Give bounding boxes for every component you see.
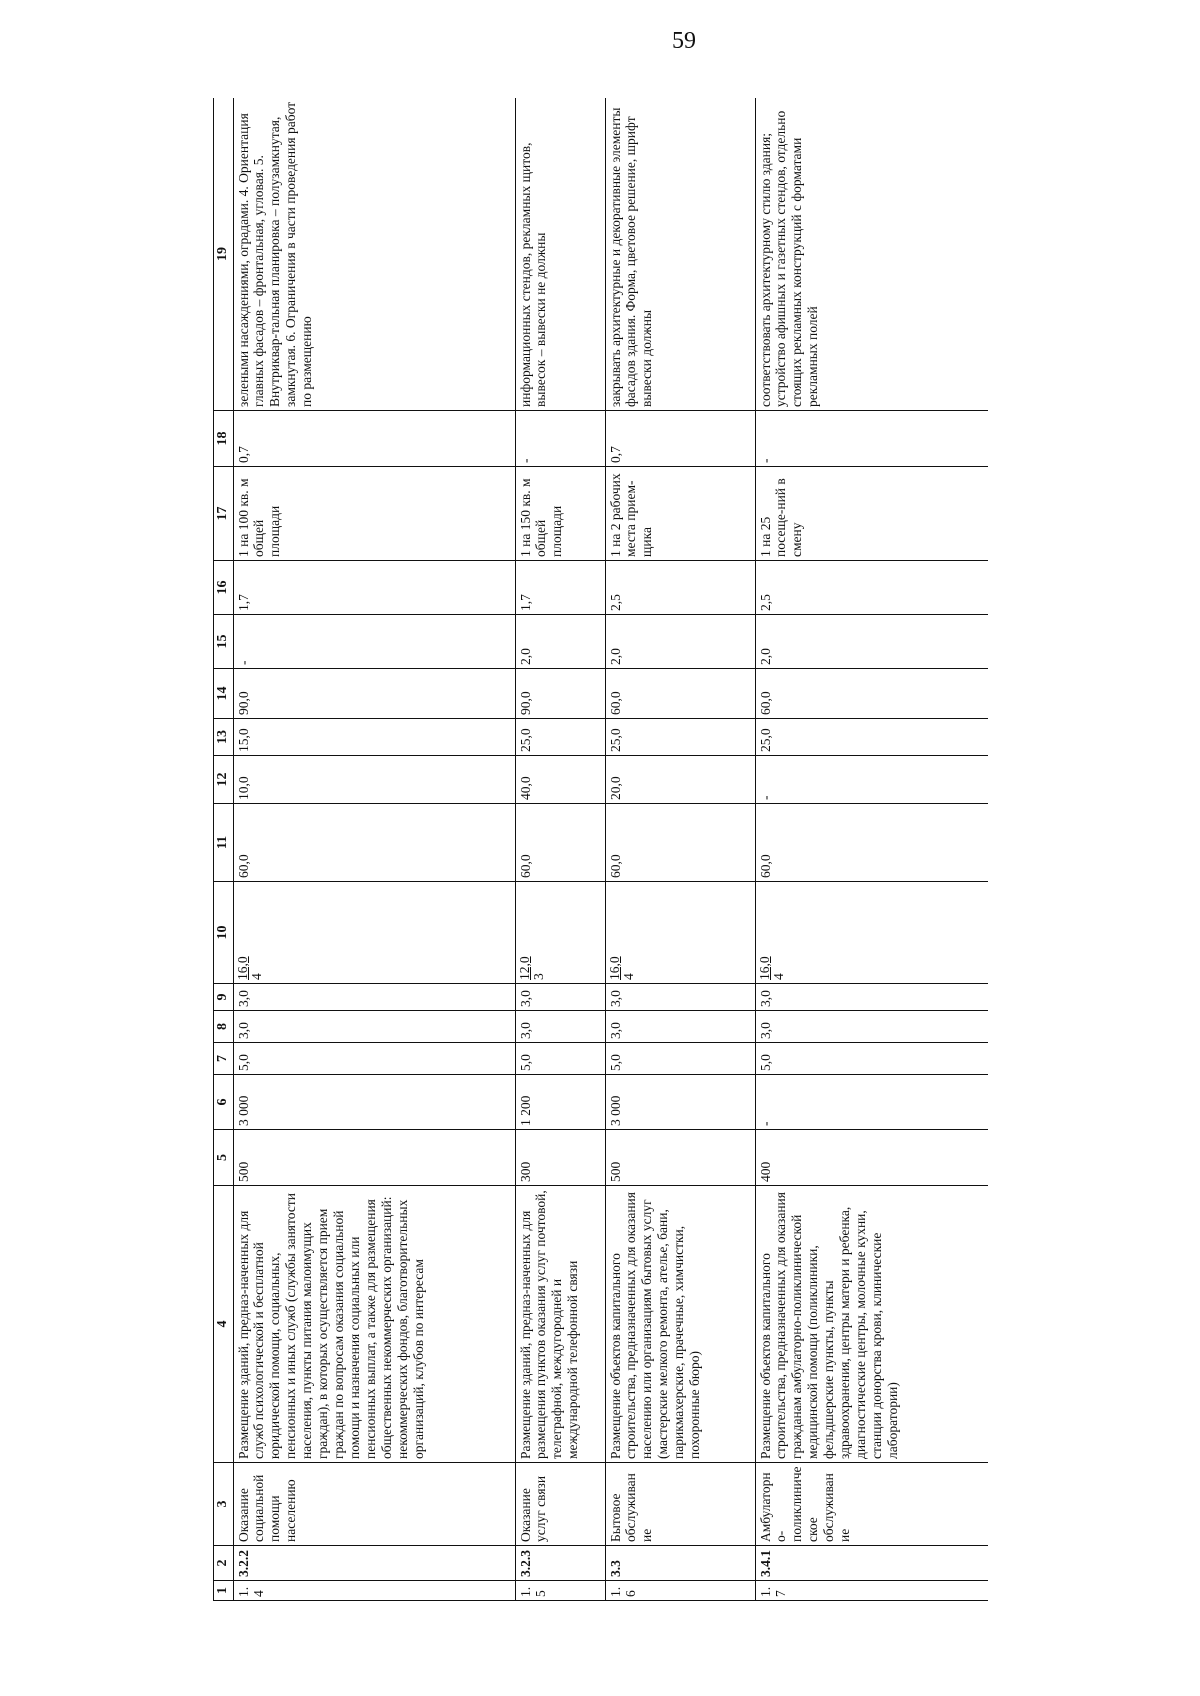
col-header-10: 10 — [214, 882, 234, 984]
cell-col18: 0,7 — [605, 411, 755, 467]
cell-col14: 90,0 — [233, 669, 515, 719]
table-row — [515, 98, 605, 1601]
col-header-13: 13 — [214, 719, 234, 756]
cell-col12: - — [755, 756, 988, 804]
cell-col17: 1 на 2 рабочих места прием-щика — [605, 467, 755, 561]
col-header-5: 5 — [214, 1130, 234, 1186]
col-header-9: 9 — [214, 984, 234, 1011]
cell-col5: 500 — [605, 1130, 755, 1186]
use-description: Размещение объектов капитального строительства, предназначенных для оказания населению или организациям бытовых услуг (мастерские мелкого ремонта, ателье, бани, парикмахерские, прачечные, химчистки, похоронные бюро) — [605, 1186, 755, 1463]
cell-col11: 60,0 — [755, 804, 988, 882]
cell-col9: 3,0 — [605, 984, 755, 1011]
classifier-code: 3.3 — [605, 1546, 755, 1581]
cell-col7: 5,0 — [755, 1043, 988, 1075]
fraction-denominator: 3 — [530, 973, 546, 980]
cell-col6: 3 000 — [233, 1075, 515, 1130]
cell-col9: 3,0 — [755, 984, 988, 1011]
use-description: Размещение объектов капитального строительства, предназначенных для оказания гражданам амбулаторно-поликлинической медицинской помощи (поликлиники, фельдшерские пункты, пункты здравоохранения, центры матери и ребенка, диагностические центры, молочные кухни, станции донорства крови, клинические лаборатории) — [755, 1186, 988, 1463]
cell-col13: 25,0 — [755, 719, 988, 756]
zoning-parameters-table — [213, 98, 988, 1601]
cell-col8: 3,0 — [755, 1011, 988, 1043]
cell-col8: 3,0 — [233, 1011, 515, 1043]
cell-col6: 1 200 — [515, 1075, 605, 1130]
col-header-8: 8 — [214, 1011, 234, 1043]
rotated-table-frame — [213, 98, 988, 1601]
cell-col12: 20,0 — [605, 756, 755, 804]
cell-col5: 500 — [233, 1130, 515, 1186]
cell-col17: 1 на 25 посеще-ний в смену — [755, 467, 988, 561]
col-header-6: 6 — [214, 1075, 234, 1130]
use-type-name: Оказание услуг связи — [515, 1463, 605, 1546]
cell-col15: 2,0 — [515, 615, 605, 669]
header-row — [214, 98, 234, 1601]
cell-col16: 2,5 — [605, 561, 755, 615]
cell-col16: 1,7 — [233, 561, 515, 615]
cell-col14: 60,0 — [755, 669, 988, 719]
table-row — [755, 98, 988, 1601]
col-header-15: 15 — [214, 615, 234, 669]
col-header-17: 17 — [214, 467, 234, 561]
cell-col15: - — [233, 615, 515, 669]
col-header-2: 2 — [214, 1546, 234, 1581]
cell-col9: 3,0 — [233, 984, 515, 1011]
cell-col12: 10,0 — [233, 756, 515, 804]
rotated-table-container — [213, 98, 988, 1601]
cell-col6: 3 000 — [605, 1075, 755, 1130]
fraction-value — [758, 956, 786, 980]
page-number: 59 — [672, 28, 696, 54]
use-description: Размещение зданий, предназ-наченных для размещения пунктов оказания услуг почтовой, телеграфной, междугородней и международной телефонной связи — [515, 1186, 605, 1463]
cell-col14: 60,0 — [605, 669, 755, 719]
cell-col5: 400 — [755, 1130, 988, 1186]
cell-col11: 60,0 — [233, 804, 515, 882]
cell-col6: - — [755, 1075, 988, 1130]
cell-col8: 3,0 — [515, 1011, 605, 1043]
col-header-11: 11 — [214, 804, 234, 882]
fraction-denominator: 4 — [620, 973, 636, 980]
cell-col10 — [755, 882, 988, 984]
cell-col10 — [233, 882, 515, 984]
fraction-value — [608, 956, 636, 980]
cell-col13: 25,0 — [605, 719, 755, 756]
fraction-numerator: 16,0 — [234, 956, 250, 980]
col-header-16: 16 — [214, 561, 234, 615]
col-header-1: 1 — [214, 1581, 234, 1601]
col-header-7: 7 — [214, 1043, 234, 1075]
fraction-numerator: 12,0 — [516, 956, 532, 980]
col-header-19: 19 — [214, 98, 234, 411]
cell-col7: 5,0 — [233, 1043, 515, 1075]
cell-col15: 2,0 — [605, 615, 755, 669]
classifier-code: 3.2.2 — [233, 1546, 515, 1581]
cell-col7: 5,0 — [605, 1043, 755, 1075]
cell-col11: 60,0 — [515, 804, 605, 882]
use-type-name: Бытовое обслуживание — [605, 1463, 755, 1546]
col-header-3: 3 — [214, 1463, 234, 1546]
cell-col16: 2,5 — [755, 561, 988, 615]
cell-col15: 2,0 — [755, 615, 988, 669]
cell-col17: 1 на 100 кв. м общей площади — [233, 467, 515, 561]
cell-col10 — [605, 882, 755, 984]
fraction-denominator: 4 — [770, 973, 786, 980]
fraction-numerator: 16,0 — [756, 956, 772, 980]
classifier-code: 3.2.3 — [515, 1546, 605, 1581]
table-row — [605, 98, 755, 1601]
fraction-denominator: 4 — [248, 973, 264, 980]
use-type-name: Амбулаторно-поликлиническое обслуживание — [755, 1463, 988, 1546]
fraction-numerator: 16,0 — [606, 956, 622, 980]
fraction-value — [236, 956, 264, 980]
table-row — [233, 98, 515, 1601]
cell-col18: - — [755, 411, 988, 467]
fraction-value — [518, 956, 546, 980]
row-number: 1.7 — [755, 1581, 988, 1601]
cell-col12: 40,0 — [515, 756, 605, 804]
col-header-4: 4 — [214, 1186, 234, 1463]
col-header-18: 18 — [214, 411, 234, 467]
classifier-code: 3.4.1 — [755, 1546, 988, 1581]
cell-col9: 3,0 — [515, 984, 605, 1011]
row-number: 1.5 — [515, 1581, 605, 1601]
cell-col8: 3,0 — [605, 1011, 755, 1043]
cell-col19: зелеными насаждениями, оградами. 4. Ориентация главных фасадов – фронтальная, угловая. 5. Внутриквар-тальная планировка – полузамкнутая, замкнутая. 6. Ограничения в части проведения работ по размещению — [233, 98, 515, 411]
col-header-12: 12 — [214, 756, 234, 804]
cell-col17: 1 на 150 кв. м общей площади — [515, 467, 605, 561]
cell-col18: 0,7 — [233, 411, 515, 467]
cell-col19: закрывать архитектурные и декоративные элементы фасадов здания. Форма, цветовое решение, шрифт вывески должны — [605, 98, 755, 411]
cell-col13: 25,0 — [515, 719, 605, 756]
cell-col11: 60,0 — [605, 804, 755, 882]
cell-col13: 15,0 — [233, 719, 515, 756]
cell-col14: 90,0 — [515, 669, 605, 719]
use-description: Размещение зданий, предназ-наченных для служб психологической и бесплатной юридической помощи, социальных, пенсионных и иных служб (службы занятости населения, пункты питания малоимущих граждан), в которых осуществляется прием граждан по вопросам оказания социальной помощи и назначения социальных или пенсионных выплат, а также для размещения общественных некоммерческих организаций: некоммерческих фондов, благотворительных организаций, клубов по интересам — [233, 1186, 515, 1463]
cell-col19: соответствовать архитектурному стилю здания; устройство афишных и газетных стендов, отдельно стоящих рекламных конструкций с форматами рекламных полей — [755, 98, 988, 411]
cell-col18: - — [515, 411, 605, 467]
col-header-14: 14 — [214, 669, 234, 719]
row-number: 1.4 — [233, 1581, 515, 1601]
cell-col19: информационных стендов, рекламных щитов, вывесок – вывески не должны — [515, 98, 605, 411]
cell-col5: 300 — [515, 1130, 605, 1186]
cell-col7: 5,0 — [515, 1043, 605, 1075]
use-type-name: Оказание социальной помощи населению — [233, 1463, 515, 1546]
cell-col16: 1,7 — [515, 561, 605, 615]
row-number: 1.6 — [605, 1581, 755, 1601]
cell-col10 — [515, 882, 605, 984]
